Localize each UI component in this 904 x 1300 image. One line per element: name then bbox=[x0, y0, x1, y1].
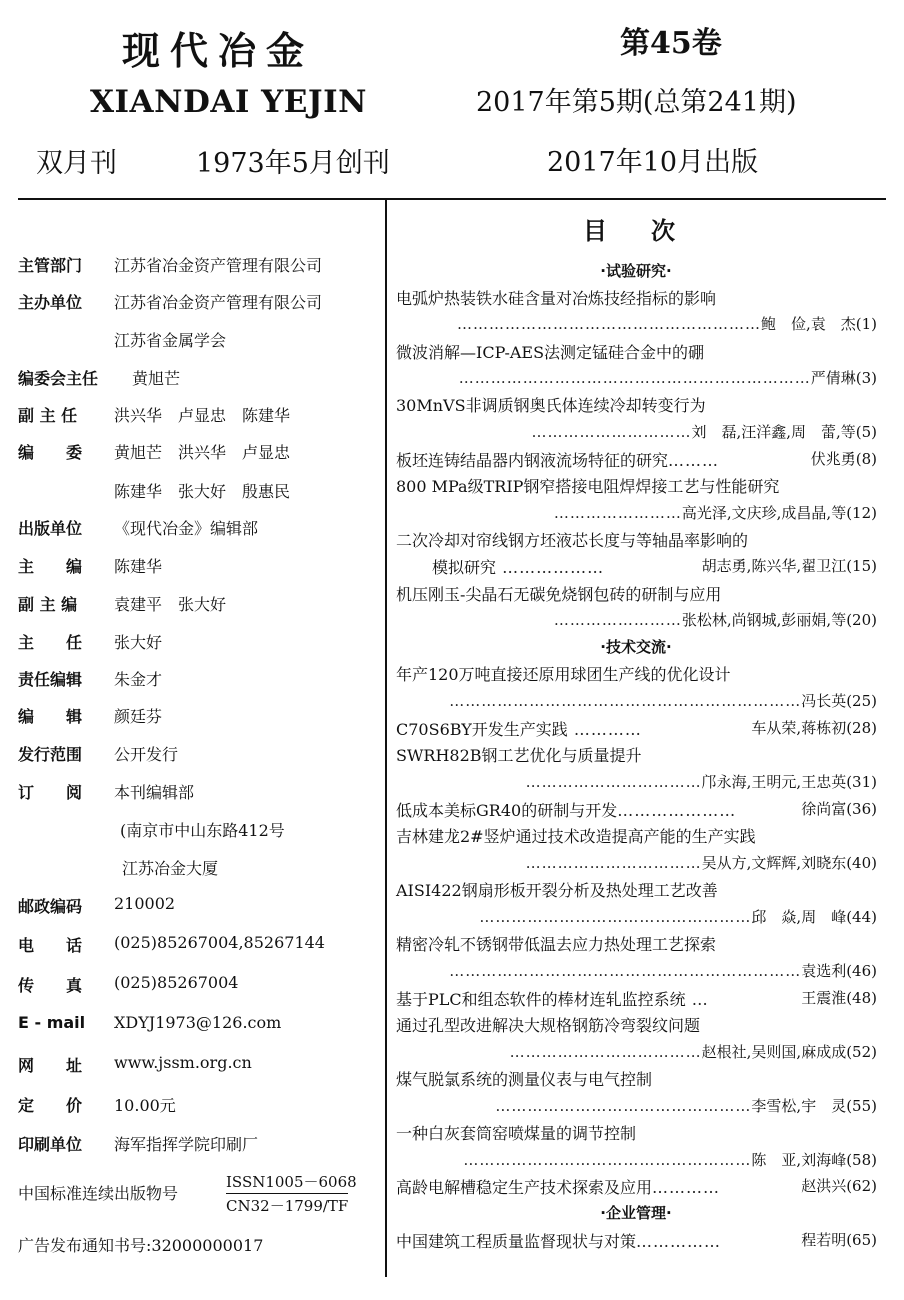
article-title[interactable]: 机压刚玉-尖晶石无碳免烧钢包砖的研制与应用 bbox=[396, 585, 722, 604]
leader-dots: ………… bbox=[652, 1178, 721, 1197]
info-label: 责任编辑 bbox=[18, 670, 83, 689]
info-label: 主办单位 bbox=[18, 293, 83, 312]
article-title-continued[interactable] bbox=[432, 555, 604, 578]
info-value: www.jssm.org.cn bbox=[114, 1053, 252, 1072]
article-byline bbox=[495, 1095, 877, 1116]
info-row bbox=[18, 1053, 252, 1076]
article-byline bbox=[479, 906, 877, 927]
info-label: 主管部门 bbox=[18, 256, 83, 275]
leader-dots: … bbox=[685, 990, 709, 1009]
info-value: 黄旭芒 洪兴华 卢显忠 bbox=[114, 443, 291, 462]
info-row bbox=[18, 973, 239, 996]
column-divider bbox=[385, 199, 387, 1277]
leader-dots: ……………… bbox=[496, 558, 605, 577]
article-page: (3) bbox=[855, 369, 877, 387]
article-byline bbox=[801, 798, 877, 819]
info-value: 洪兴华 卢显忠 陈建华 bbox=[114, 406, 291, 425]
article-byline bbox=[531, 421, 877, 442]
article-page: (15) bbox=[846, 557, 877, 575]
article-byline bbox=[751, 717, 877, 738]
article-page: (1) bbox=[855, 315, 877, 333]
article-title-text: 板坯连铸结晶器内钢液流场特征的研究 bbox=[396, 451, 669, 470]
info-label: 邮政编码 bbox=[18, 897, 83, 916]
info-label: 定 价 bbox=[18, 1096, 83, 1115]
info-value: 袁建平 张大好 bbox=[114, 595, 227, 614]
leader-dots: ………………………………………… bbox=[495, 1097, 752, 1115]
info-value: 10.00元 bbox=[114, 1096, 176, 1115]
article-title-text: 低成本美标GR40的研制与开发 bbox=[396, 801, 618, 820]
article-title[interactable]: SWRH82B钢工艺优化与质量提升 bbox=[396, 746, 642, 765]
info-label: 传 真 bbox=[18, 976, 83, 995]
article-title[interactable]: AISI422钢扇形板开裂分析及热处理工艺改善 bbox=[396, 881, 718, 900]
article-title-text: 高龄电解槽稳定生产技术探索及应用 bbox=[396, 1178, 653, 1197]
article-title[interactable] bbox=[396, 987, 709, 1010]
leader-dots: …………… bbox=[636, 1232, 722, 1251]
info-label: 网 址 bbox=[18, 1056, 83, 1075]
publication-frequency: 双月刊 bbox=[36, 148, 117, 179]
leader-dots: …………………………… bbox=[525, 773, 702, 791]
article-page: (55) bbox=[846, 1097, 877, 1115]
info-row bbox=[18, 1132, 259, 1155]
article-authors: 严倩琳 bbox=[810, 369, 856, 387]
leader-dots: ………… bbox=[567, 720, 642, 739]
article-byline bbox=[526, 852, 877, 873]
info-label: 编 委 bbox=[18, 443, 83, 462]
article-byline bbox=[510, 1041, 877, 1062]
article-byline bbox=[463, 1149, 877, 1170]
article-title[interactable]: 电弧炉热装铁水硅含量对冶炼技经指标的影响 bbox=[396, 289, 717, 308]
issn-label: 中国标准连续出版物号 bbox=[18, 1184, 179, 1203]
article-page: (8) bbox=[855, 450, 877, 468]
info-row bbox=[18, 1013, 282, 1032]
info-label: 印刷单位 bbox=[18, 1135, 83, 1154]
article-page: (46) bbox=[846, 962, 877, 980]
article-title[interactable]: 年产120万吨直接还原用球团生产线的优化设计 bbox=[396, 665, 731, 684]
info-value: 海军指挥学院印刷厂 bbox=[114, 1135, 259, 1154]
article-authors: 邝永海,王明元,王忠英 bbox=[701, 773, 847, 791]
info-label: 订 阅 bbox=[18, 783, 83, 802]
info-value: 江苏冶金大厦 bbox=[122, 859, 219, 878]
article-title[interactable]: 吉林建龙2#竖炉通过技术改造提高产能的生产实践 bbox=[396, 827, 756, 846]
article-page: (52) bbox=[846, 1043, 877, 1061]
article-page: (40) bbox=[846, 854, 877, 872]
article-byline bbox=[702, 555, 877, 576]
cn-number: CN32－1799/TF bbox=[226, 1193, 348, 1216]
founded-date: 1973年5月创刊 bbox=[196, 148, 390, 179]
article-page: (20) bbox=[846, 611, 877, 629]
info-value: 《现代冶金》编辑部 bbox=[114, 519, 259, 538]
section-heading: ·技术交流· bbox=[600, 638, 672, 656]
article-title[interactable] bbox=[396, 717, 642, 740]
info-label: 副 主 编 bbox=[18, 595, 78, 614]
article-title[interactable] bbox=[396, 1175, 720, 1198]
article-page: (31) bbox=[846, 773, 877, 791]
article-title[interactable]: 通过孔型改进解决大规格钢筋冷弯裂纹问题 bbox=[396, 1016, 701, 1035]
article-authors: 陈 亚,刘海峰 bbox=[751, 1151, 847, 1169]
article-authors: 赵洪兴 bbox=[801, 1177, 847, 1195]
article-authors: 李雪松,宇 灵 bbox=[751, 1097, 847, 1115]
leader-dots: ………………………………………………… bbox=[456, 315, 761, 333]
info-value: (025)85267004 bbox=[114, 973, 239, 992]
info-value: 颜廷芬 bbox=[114, 707, 163, 726]
article-authors: 高光泽,文庆珍,成昌晶,等 bbox=[681, 504, 847, 522]
info-label: 电 话 bbox=[18, 936, 83, 955]
header-divider bbox=[18, 198, 886, 200]
article-authors: 吴从方,文辉辉,刘晓东 bbox=[701, 854, 847, 872]
info-row bbox=[18, 440, 291, 463]
article-title[interactable]: 煤气脱氯系统的测量仪表与电气控制 bbox=[396, 1070, 653, 1089]
info-row bbox=[18, 667, 163, 690]
info-value: (南京市中山东路412号 bbox=[120, 821, 285, 840]
leader-dots: ………………………………………………………… bbox=[458, 369, 811, 387]
leader-dots: ………………………………………………………… bbox=[449, 692, 802, 710]
article-byline bbox=[449, 690, 877, 711]
article-title-text: 模拟研究 bbox=[432, 558, 497, 577]
leader-dots: ………………………………………………………… bbox=[449, 962, 802, 980]
info-label: E - mail bbox=[18, 1013, 86, 1032]
info-value: 陈建华 bbox=[114, 557, 163, 576]
info-label: 主 编 bbox=[18, 557, 83, 576]
article-page: (25) bbox=[846, 692, 877, 710]
article-title[interactable]: 微波消解—ICP-AES法测定锰硅合金中的硼 bbox=[396, 343, 705, 362]
article-page: (12) bbox=[846, 504, 877, 522]
article-title[interactable] bbox=[396, 1229, 721, 1252]
info-value: 陈建华 张大好 殷惠民 bbox=[114, 482, 291, 501]
info-label: 出版单位 bbox=[18, 519, 83, 538]
article-page: (48) bbox=[846, 989, 877, 1007]
article-byline bbox=[554, 609, 877, 630]
info-value: 江苏省冶金资产管理有限公司 bbox=[114, 256, 323, 275]
article-authors: 冯长英 bbox=[801, 692, 847, 710]
info-row bbox=[18, 253, 323, 276]
info-value: 黄旭芒 bbox=[132, 369, 181, 388]
article-title[interactable] bbox=[396, 798, 736, 821]
info-row bbox=[18, 704, 163, 727]
article-authors: 徐尚富 bbox=[801, 800, 847, 818]
article-page: (28) bbox=[846, 719, 877, 737]
leader-dots: ………………… bbox=[617, 801, 737, 820]
journal-title-cn: 现代冶金 bbox=[122, 28, 315, 73]
info-label: 发行范围 bbox=[18, 745, 83, 764]
info-value: 张大好 bbox=[114, 633, 163, 652]
leader-dots: ……… bbox=[668, 451, 720, 470]
article-authors: 胡志勇,陈兴华,翟卫江 bbox=[701, 557, 847, 575]
info-value: 本刊编辑部 bbox=[114, 783, 195, 802]
article-title[interactable] bbox=[396, 448, 719, 471]
issue-number: 2017年第5期(总第241期) bbox=[476, 87, 797, 118]
leader-dots: ……………………………………………… bbox=[463, 1151, 752, 1169]
info-row bbox=[18, 290, 323, 313]
publication-date: 2017年10月出版 bbox=[547, 147, 759, 178]
article-authors: 伏兆勇 bbox=[810, 450, 856, 468]
info-value: 210002 bbox=[114, 894, 176, 913]
article-byline bbox=[554, 502, 877, 523]
info-row bbox=[18, 366, 181, 389]
toc-title: 目次 bbox=[583, 216, 719, 245]
info-row bbox=[18, 780, 195, 803]
article-authors: 刘 磊,汪洋鑫,周 蕾,等 bbox=[691, 423, 856, 441]
ad-notice: 广告发布通知书号:32000000017 bbox=[18, 1236, 264, 1255]
info-row bbox=[18, 592, 227, 615]
info-row bbox=[18, 630, 163, 653]
section-heading: ·试验研究· bbox=[600, 262, 672, 280]
journal-title-pinyin: XIANDAI YEJIN bbox=[90, 84, 367, 120]
info-label: 主 任 bbox=[18, 633, 83, 652]
article-page: (65) bbox=[846, 1231, 877, 1249]
article-byline bbox=[801, 1175, 877, 1196]
article-authors: 鲍 俭,袁 杰 bbox=[760, 315, 856, 333]
info-value: XDYJ1973@126.com bbox=[114, 1013, 282, 1032]
article-title[interactable]: 精密冷轧不锈钢带低温去应力热处理工艺探索 bbox=[396, 935, 717, 954]
info-label: 编委会主任 bbox=[18, 369, 99, 388]
leader-dots: ………………………… bbox=[531, 423, 692, 441]
article-authors: 程若明 bbox=[801, 1231, 847, 1249]
info-row bbox=[18, 516, 259, 539]
article-byline bbox=[801, 987, 877, 1008]
article-byline bbox=[801, 1229, 877, 1250]
article-authors: 王震淮 bbox=[801, 989, 847, 1007]
article-authors: 袁选利 bbox=[801, 962, 847, 980]
info-label: 副 主 任 bbox=[18, 406, 78, 425]
article-page: (62) bbox=[846, 1177, 877, 1195]
article-authors: 邱 焱,周 峰 bbox=[751, 908, 847, 926]
article-title[interactable]: 30MnVS非调质钢奥氏体连续冷却转变行为 bbox=[396, 396, 706, 415]
issn-number: ISSN1005－6068 bbox=[226, 1173, 357, 1191]
info-value: (025)85267004,85267144 bbox=[114, 933, 325, 952]
article-page: (36) bbox=[846, 800, 877, 818]
article-title-text: C70S6BY开发生产实践 bbox=[396, 720, 568, 739]
info-value: 江苏省金属学会 bbox=[114, 331, 227, 350]
leader-dots: …………………… bbox=[553, 611, 682, 629]
article-title-text: 中国建筑工程质量监督现状与对策 bbox=[396, 1232, 637, 1251]
info-row bbox=[18, 894, 176, 917]
article-page: (58) bbox=[846, 1151, 877, 1169]
info-row bbox=[18, 1093, 176, 1116]
article-byline bbox=[459, 367, 877, 388]
article-byline bbox=[811, 448, 877, 469]
leader-dots: …………………………………………… bbox=[479, 908, 752, 926]
article-title[interactable]: 800 MPa级TRIP钢窄搭接电阻焊焊接工艺与性能研究 bbox=[396, 477, 780, 496]
article-authors: 张松林,尚钢城,彭丽娟,等 bbox=[681, 611, 847, 629]
info-row bbox=[18, 403, 291, 426]
info-value: 江苏省冶金资产管理有限公司 bbox=[114, 293, 323, 312]
article-page: (44) bbox=[846, 908, 877, 926]
article-byline bbox=[526, 771, 877, 792]
info-row bbox=[18, 742, 179, 765]
volume-number: 第45卷 bbox=[620, 26, 722, 61]
leader-dots: …………………………… bbox=[525, 854, 702, 872]
article-page: (5) bbox=[855, 423, 877, 441]
leader-dots: ……………………………… bbox=[509, 1043, 702, 1061]
info-value: 公开发行 bbox=[114, 745, 179, 764]
article-title[interactable]: 一种白灰套筒窑喷煤量的调节控制 bbox=[396, 1124, 637, 1143]
article-authors: 赵根社,吴则国,麻成成 bbox=[701, 1043, 847, 1061]
article-title[interactable]: 二次冷却对帘线钢方坯液芯长度与等轴晶率影响的 bbox=[396, 531, 749, 550]
article-byline bbox=[449, 960, 877, 981]
leader-dots: …………………… bbox=[553, 504, 682, 522]
info-row bbox=[18, 933, 325, 956]
article-title-text: 基于PLC和组态软件的棒材连轧监控系统 bbox=[396, 990, 686, 1009]
info-value: 朱金才 bbox=[114, 670, 163, 689]
info-row bbox=[18, 554, 163, 577]
article-authors: 车从荣,蒋栋初 bbox=[751, 719, 847, 737]
info-label: 编 辑 bbox=[18, 707, 83, 726]
article-byline bbox=[457, 313, 877, 334]
section-heading: ·企业管理· bbox=[600, 1204, 672, 1222]
